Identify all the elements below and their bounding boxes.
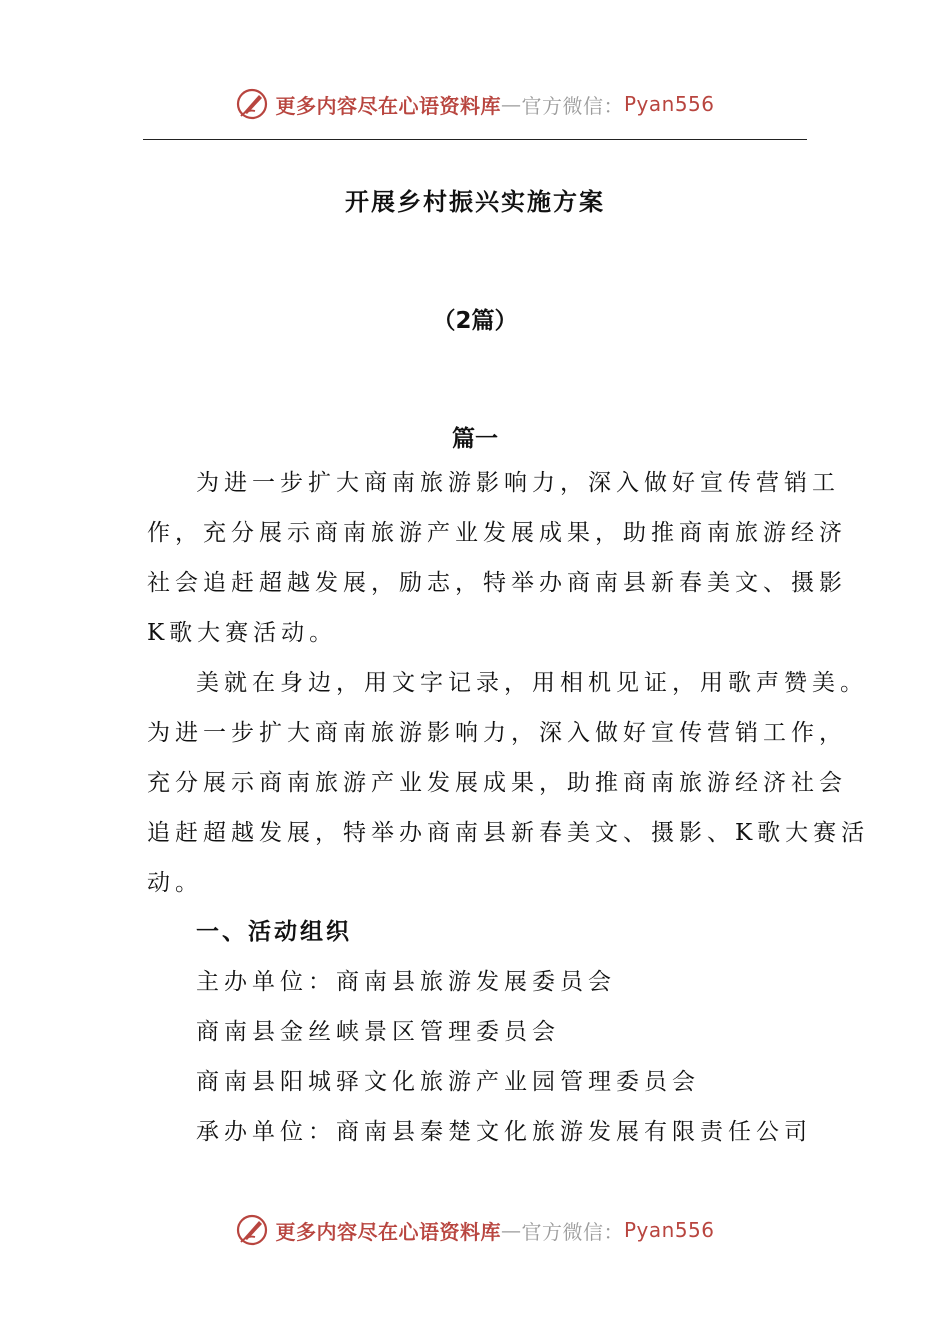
watermark-label: 官方微信： bbox=[521, 93, 624, 118]
watermark-dash: — bbox=[500, 1218, 522, 1242]
para1-line: 为进一步扩大商南旅游影响力，深入做好宣传营销工 bbox=[196, 470, 840, 496]
header-watermark bbox=[0, 82, 950, 126]
para2-line: 充分展示商南旅游产业发展成果，助推商南旅游经济社会 bbox=[147, 770, 847, 796]
footer-watermark bbox=[0, 1208, 950, 1252]
document-title: 开展乡村振兴实施方案 bbox=[345, 188, 605, 216]
pen-logo-icon bbox=[235, 1213, 269, 1247]
pen-logo-icon bbox=[235, 87, 269, 121]
org-line: 承办单位：商南县秦楚文化旅游发展有限责任公司 bbox=[196, 1119, 812, 1145]
watermark-main-text: 更多内容尽在心语资料库 bbox=[275, 1219, 501, 1244]
para1-line: 作，充分展示商南旅游产业发展成果，助推商南旅游经济 bbox=[147, 520, 847, 546]
header-divider bbox=[143, 139, 807, 140]
watermark-main-text: 更多内容尽在心语资料库 bbox=[275, 93, 501, 118]
para2-line: 美就在身边，用文字记录，用相机见证，用歌声赞美。 bbox=[196, 670, 868, 696]
para2-line: 追赶超越发展，特举办商南县新春美文、摄影、K歌大赛活 bbox=[147, 820, 870, 846]
org-line: 主办单位：商南县旅游发展委员会 bbox=[196, 969, 616, 995]
watermark-wechat-id: Pyan556 bbox=[623, 1218, 715, 1242]
document-subtitle: （2篇） bbox=[432, 308, 518, 334]
watermark-label: 官方微信： bbox=[521, 1219, 624, 1244]
para1-line: 社会追赶超越发展，励志，特举办商南县新春美文、摄影 bbox=[147, 570, 847, 596]
watermark-dash: — bbox=[500, 92, 522, 116]
para1-line: K歌大赛活动。 bbox=[147, 620, 338, 646]
section-heading: 一、活动组织 bbox=[196, 919, 352, 945]
para2-line: 动。 bbox=[147, 870, 203, 896]
section-label: 篇一 bbox=[452, 426, 498, 452]
watermark-wechat-id: Pyan556 bbox=[623, 92, 715, 116]
org-line: 商南县金丝峡景区管理委员会 bbox=[196, 1019, 560, 1045]
para2-line: 为进一步扩大商南旅游影响力，深入做好宣传营销工作， bbox=[147, 720, 847, 746]
org-line: 商南县阳城驿文化旅游产业园管理委员会 bbox=[196, 1069, 700, 1095]
